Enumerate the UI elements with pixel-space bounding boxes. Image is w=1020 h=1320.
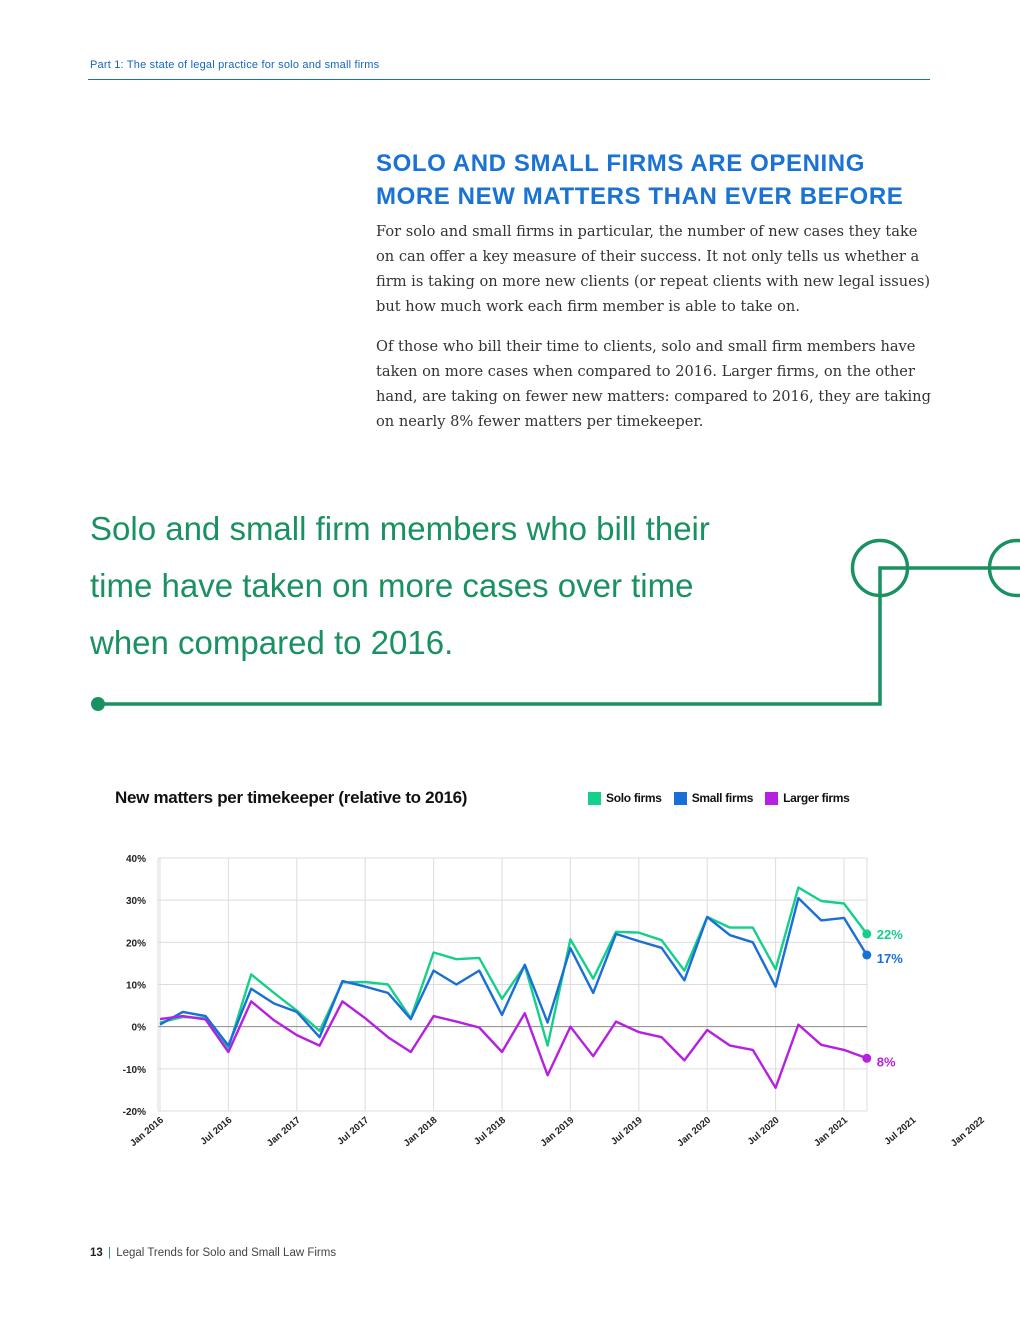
section-title: SOLO AND SMALL FIRMS ARE OPENING MORE NEW MATTERS THAN EVER BEFORE — [376, 150, 904, 210]
footer-title: Legal Trends for Solo and Small Law Firms — [116, 1247, 337, 1259]
series-end-marker — [862, 950, 871, 959]
legend-swatch-larger — [765, 792, 778, 805]
pull-quote: Solo and small firm members who bill their time have taken on more cases over time when compared to 2016. — [90, 510, 710, 661]
series-end-label: 8% — [876, 1054, 896, 1070]
y-tick-label: -10% — [122, 1064, 146, 1076]
x-tick-label: Jan 2019 — [538, 1114, 577, 1150]
intro-paragraph: For solo and small firms in particular, the number of new cases they take on can offer a key measure of their success. It not only tells us whether a firm is taking on more new clients (or repeat clients with new legal issues) but how much work each firm member is able to take on. — [376, 223, 931, 315]
series-line-solo-firms — [160, 888, 867, 1048]
x-tick-label: Jul 2017 — [335, 1114, 372, 1148]
legend-label-solo: Solo firms — [606, 791, 662, 805]
y-tick-label: 20% — [125, 938, 146, 950]
y-tick-label: 10% — [125, 980, 146, 992]
series-end-marker — [862, 929, 871, 938]
decorative-line-graphic — [0, 520, 1020, 720]
legend-label-small: Small firms — [691, 791, 754, 805]
x-tick-label: Jan 2022 — [948, 1114, 987, 1150]
page-footer — [90, 1247, 336, 1259]
x-tick-label: Jan 2020 — [675, 1114, 714, 1150]
comparison-paragraph: Of those who bill their time to clients, solo and small firm members have taken on more cases when compared to 2016. Larger firms, on the other hand, are taking on fewer new matters: compared to 2016, they are taking on nearly 8% fewer matters per timekeeper. — [376, 338, 931, 430]
series-end-label: 17% — [876, 950, 903, 966]
legend-swatch-small — [674, 792, 687, 805]
y-tick-label: 40% — [125, 854, 146, 865]
chart-title: New matters per timekeeper (relative to 2016) — [115, 788, 468, 807]
legend-swatch-solo — [588, 792, 601, 805]
x-tick-label: Jan 2021 — [812, 1114, 850, 1150]
series-line-larger-firms — [160, 1001, 867, 1087]
footer-separator: | — [108, 1247, 111, 1259]
legend-label-larger: Larger firms — [783, 791, 850, 805]
y-tick-label: 30% — [125, 896, 146, 908]
x-tick-label: Jan 2016 — [128, 1114, 166, 1150]
legend-item-larger — [765, 791, 849, 805]
x-tick-label: Jul 2020 — [745, 1114, 782, 1148]
x-tick-label: Jul 2019 — [608, 1114, 645, 1148]
section-header: Part 1: The state of legal practice for solo and small firms — [90, 59, 380, 71]
x-tick-label: Jan 2017 — [264, 1114, 303, 1150]
x-tick-label: Jul 2016 — [198, 1114, 235, 1148]
series-end-label: 22% — [876, 926, 903, 942]
series-line-small-firms — [160, 898, 867, 1046]
page-number: 13 — [90, 1247, 103, 1259]
series-end-marker — [862, 1054, 871, 1063]
x-tick-label: Jan 2018 — [401, 1114, 440, 1150]
x-tick-label: Jul 2021 — [882, 1114, 919, 1148]
legend-item-small — [674, 791, 753, 805]
header-divider — [88, 79, 930, 80]
legend-item-solo — [588, 791, 662, 805]
chart-legend — [588, 791, 850, 805]
line-chart — [0, 840, 1020, 1180]
x-tick-label: Jul 2018 — [472, 1114, 508, 1148]
y-tick-label: 0% — [131, 1022, 146, 1034]
y-tick-label: -20% — [122, 1107, 146, 1118]
